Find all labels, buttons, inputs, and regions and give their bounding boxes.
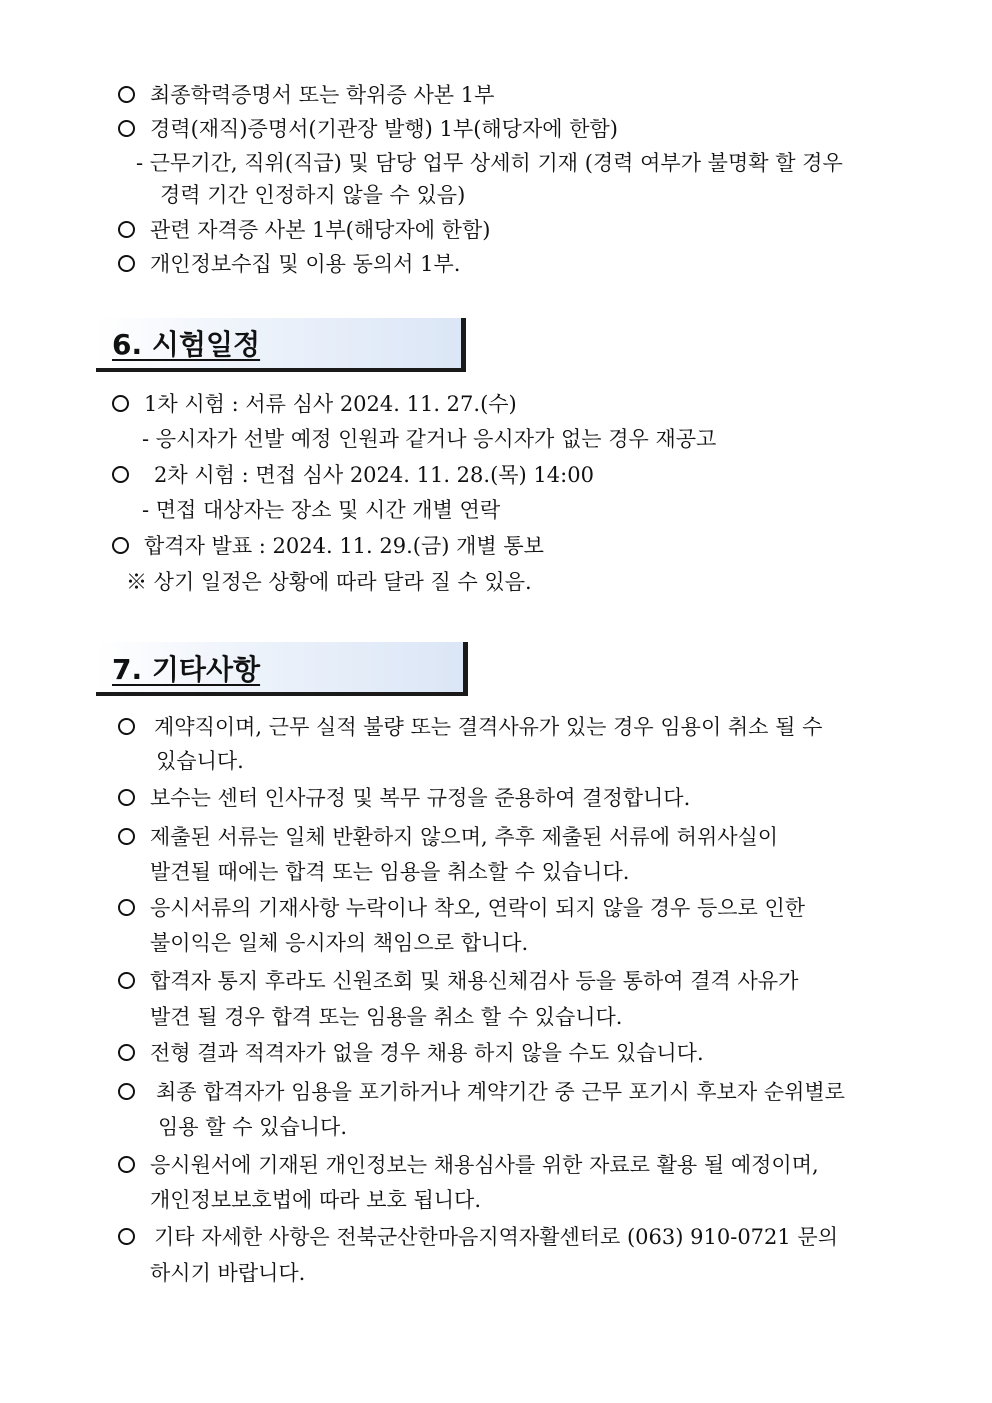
circle-bullet-icon: [112, 537, 129, 554]
schedule-item: 합격자 발표 : 2024. 11. 29.(금) 개별 통보: [112, 531, 544, 561]
list-subitem: - 근무기간, 직위(직급) 및 담당 업무 상세히 기재 (경력 여부가 불명확 할 경우: [136, 151, 843, 175]
notice-item-continued: 발견 될 경우 합격 또는 임용을 취소 할 수 있습니다.: [150, 1005, 623, 1029]
section6-title: 6. 시험일정: [112, 328, 261, 361]
circle-bullet-icon: [118, 1156, 135, 1173]
circle-bullet-icon: [118, 1044, 135, 1061]
list-subitem-continued: 경력 기간 인정하지 않을 수 있음): [160, 183, 466, 207]
notice-item: 기타 자세한 사항은 전북군산한마음지역자활센터로 (063) 910-0721 문의: [118, 1222, 838, 1252]
list-item: 경력(재직)증명서(기관장 발행) 1부(해당자에 한함): [118, 114, 618, 144]
circle-bullet-icon: [118, 972, 135, 989]
notice-item: 계약직이며, 근무 실적 불량 또는 결격사유가 있는 경우 임용이 취소 될 수: [118, 712, 822, 742]
schedule-item: 1차 시험 : 서류 심사 2024. 11. 27.(수): [112, 389, 517, 419]
notice-item: 합격자 통지 후라도 신원조회 및 채용신체검사 등을 통하여 결격 사유가: [118, 966, 798, 996]
schedule-item: 2차 시험 : 면접 심사 2024. 11. 28.(목) 14:00: [112, 460, 594, 490]
schedule-subitem: - 응시자가 선발 예정 인원과 같거나 응시자가 없는 경우 재공고: [142, 427, 717, 451]
circle-bullet-icon: [118, 1083, 135, 1100]
circle-bullet-icon: [112, 395, 129, 412]
notice-item: 보수는 센터 인사규정 및 복무 규정을 준용하여 결정합니다.: [118, 783, 690, 813]
schedule-note: ※ 상기 일정은 상황에 따라 달라 질 수 있음.: [126, 570, 532, 594]
notice-item-continued: 있습니다.: [156, 749, 244, 773]
circle-bullet-icon: [118, 789, 135, 806]
notice-item: 응시서류의 기재사항 누락이나 착오, 연락이 되지 않을 경우 등으로 인한: [118, 893, 805, 923]
circle-bullet-icon: [118, 86, 135, 103]
circle-bullet-icon: [118, 899, 135, 916]
notice-item: 최종 합격자가 임용을 포기하거나 계약기간 중 근무 포기시 후보자 순위별로: [118, 1077, 845, 1107]
notice-item-continued: 임용 할 수 있습니다.: [158, 1115, 347, 1139]
circle-bullet-icon: [118, 828, 135, 845]
notice-item: 전형 결과 적격자가 없을 경우 채용 하지 않을 수도 있습니다.: [118, 1038, 704, 1068]
notice-item-continued: 하시기 바랍니다.: [150, 1261, 306, 1285]
notice-item: 제출된 서류는 일체 반환하지 않으며, 추후 제출된 서류에 허위사실이: [118, 822, 778, 852]
list-item: 관련 자격증 사본 1부(해당자에 한함): [118, 215, 490, 245]
list-item: 최종학력증명서 또는 학위증 사본 1부: [118, 80, 494, 110]
circle-bullet-icon: [118, 1228, 135, 1245]
circle-bullet-icon: [118, 120, 135, 137]
notice-item-continued: 불이익은 일체 응시자의 책임으로 합니다.: [150, 931, 529, 955]
circle-bullet-icon: [118, 221, 135, 238]
circle-bullet-icon: [118, 718, 135, 735]
list-item: 개인정보수집 및 이용 동의서 1부.: [118, 249, 460, 279]
notice-item-continued: 개인정보보호법에 따라 보호 됩니다.: [150, 1188, 481, 1212]
schedule-subitem: - 면접 대상자는 장소 및 시간 개별 연락: [142, 498, 501, 522]
section7-title: 7. 기타사항: [112, 653, 261, 686]
notice-item: 응시원서에 기재된 개인정보는 채용심사를 위한 자료로 활용 될 예정이며,: [118, 1150, 819, 1180]
notice-item-continued: 발견될 때에는 합격 또는 임용을 취소할 수 있습니다.: [150, 860, 630, 884]
circle-bullet-icon: [118, 255, 135, 272]
circle-bullet-icon: [112, 466, 129, 483]
